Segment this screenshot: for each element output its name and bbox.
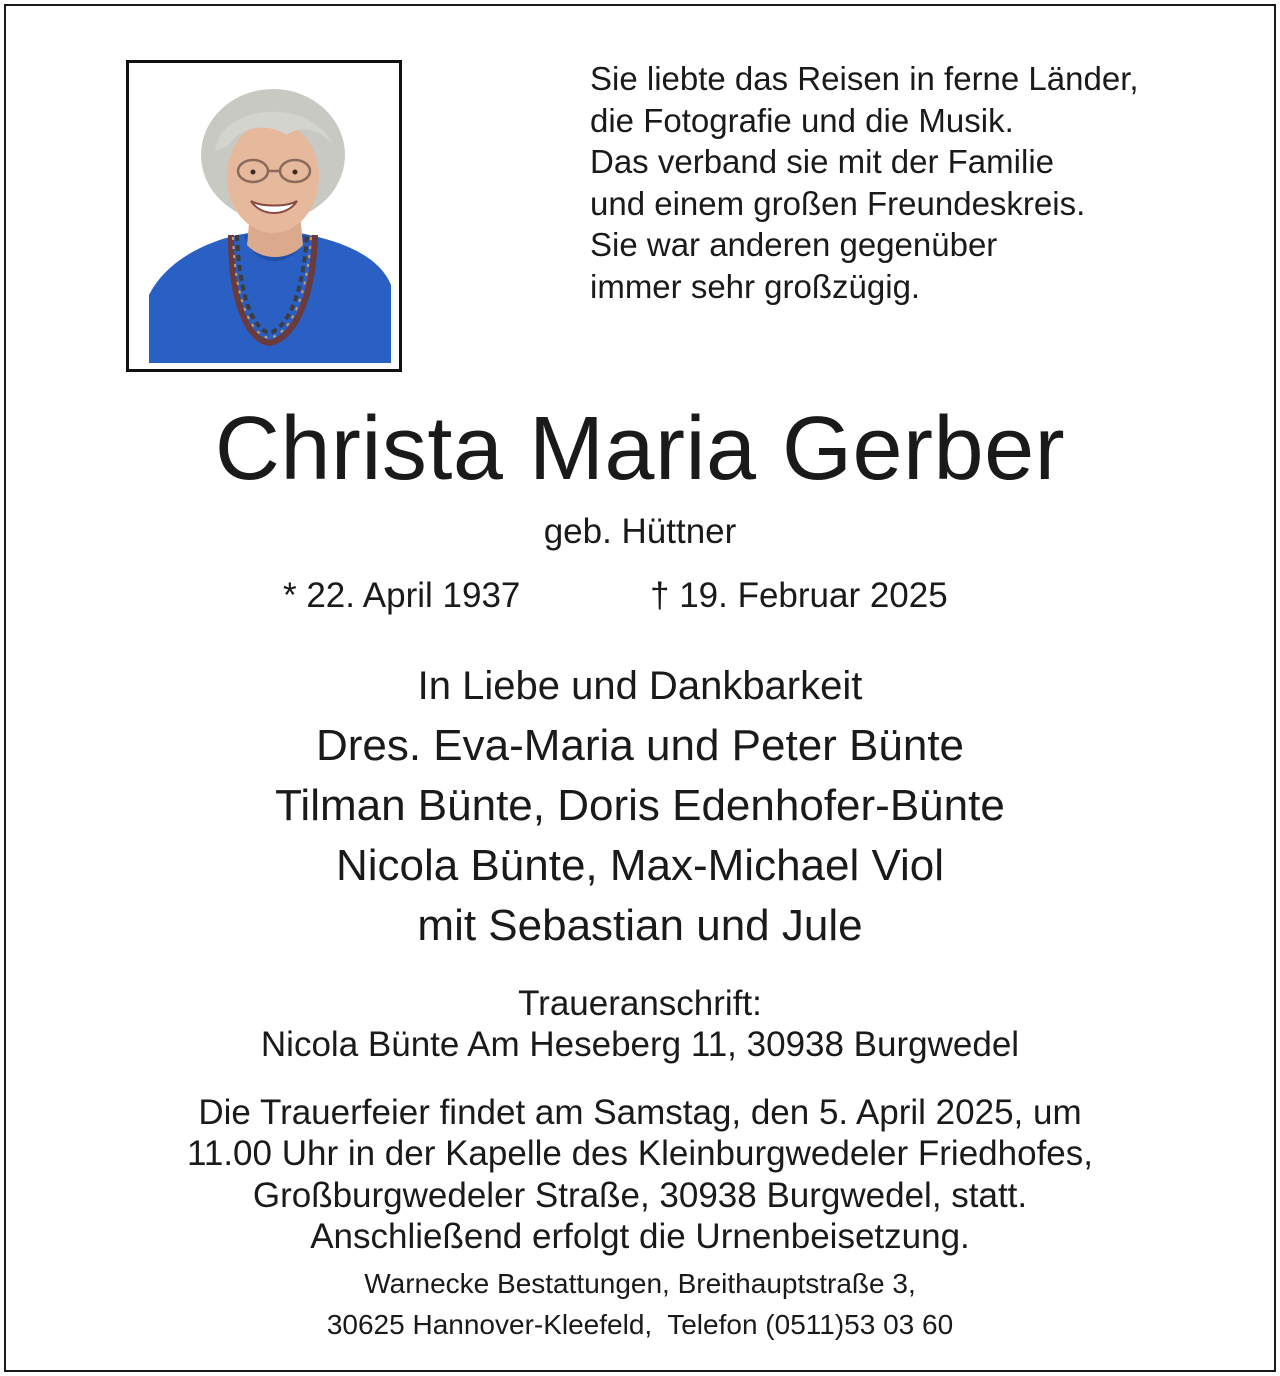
quote-line: Das verband sie mit der Familie xyxy=(590,143,1054,181)
quote-line: die Fotografie und die Musik. xyxy=(590,101,1014,139)
mourner-line: Dres. Eva-Maria und Peter Bünte xyxy=(315,721,965,770)
quote-line: Sie war anderen gegenüber xyxy=(590,226,998,264)
quote-line: immer sehr großzügig. xyxy=(590,267,921,305)
undertaker-line: 30625 Hannover-Kleefeld, Telefon (0511)53 03 60 xyxy=(326,1309,954,1340)
quote-line: Sie liebte das Reisen in ferne Länder, xyxy=(590,60,1139,97)
mourner-line: Tilman Bünte, Doris Edenhofer-Bünte xyxy=(275,781,1005,830)
mourning-address: Nicola Bünte Am Heseberg 11, 30938 Burgwedel xyxy=(260,1025,1020,1064)
quote-line: und einem großen Freundeskreis. xyxy=(590,184,1086,222)
service-line: Anschließend erfolgt die Urnenbeisetzung. xyxy=(310,1217,970,1256)
mourning-address-label: Traueranschrift: xyxy=(518,984,762,1023)
portrait-photo xyxy=(149,85,391,363)
dedication: In Liebe und Dankbarkeit xyxy=(417,664,863,708)
service-line: 11.00 Uhr in der Kapelle des Kleinburgwedeler Friedhofes, xyxy=(186,1134,1093,1173)
birth-name: geb. Hüttner xyxy=(543,512,737,551)
memorial-quote xyxy=(590,58,1250,308)
mourner-line: mit Sebastian und Jule xyxy=(417,901,863,950)
portrait-photo-frame xyxy=(126,60,402,372)
service-line: Großburgwedeler Straße, 30938 Burgwedel, statt. xyxy=(252,1176,1028,1215)
portrait-illustration xyxy=(149,85,391,363)
death-date: † 19. Februar 2025 xyxy=(650,576,948,615)
mourner-line: Nicola Bünte, Max-Michael Viol xyxy=(335,841,945,890)
undertaker-line: Warnecke Bestattungen, Breithauptstraße 3, xyxy=(364,1268,916,1299)
deceased-name: Christa Maria Gerber xyxy=(214,399,1066,499)
service-line: Die Trauerfeier findet am Samstag, den 5. April 2025, um xyxy=(198,1093,1082,1132)
birth-date: * 22. April 1937 xyxy=(283,576,521,615)
